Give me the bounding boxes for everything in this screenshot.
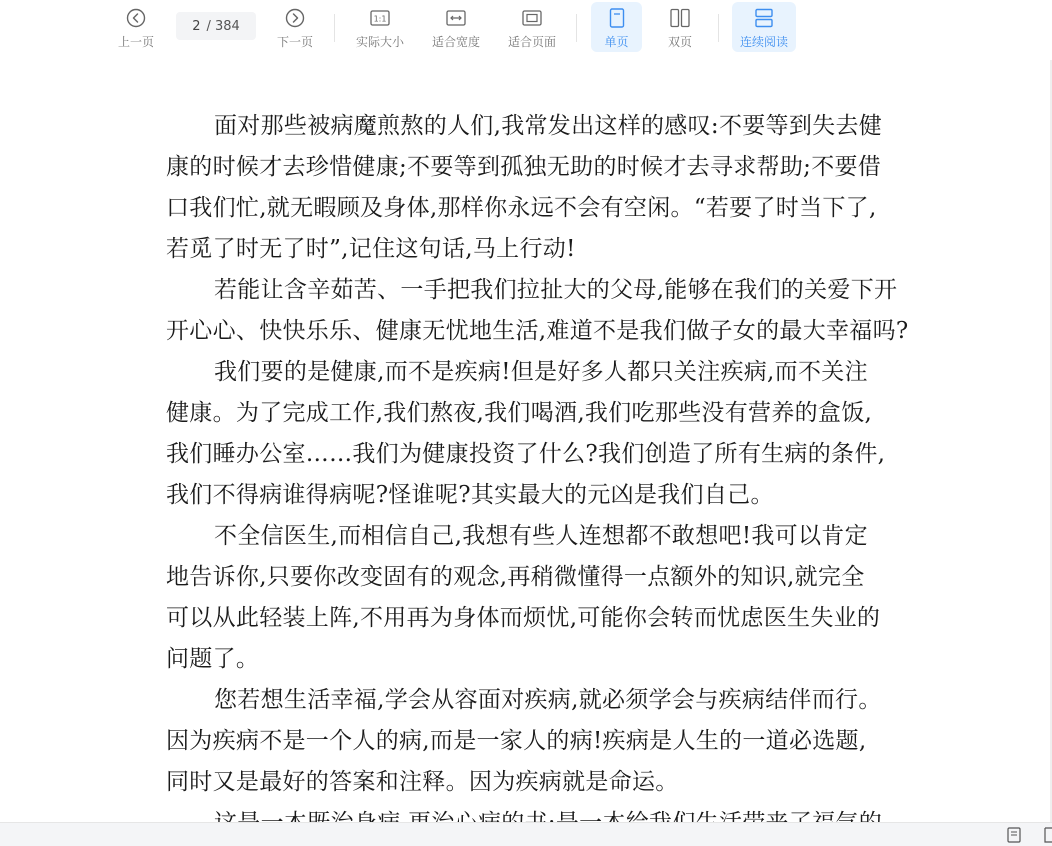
double-page-label: 双页 <box>667 35 692 49</box>
text-line: 开心心、快快乐乐、健康无忧地生活,难道不是我们做子女的最大幸福吗? <box>166 318 909 344</box>
page-indicator[interactable] <box>176 12 256 40</box>
text-line: 我们睡办公室……我们为健康投资了什么?我们创造了所有生病的条件, <box>166 441 886 467</box>
actual-size-button[interactable] <box>350 2 410 52</box>
text-line: 同时又是最好的答案和注释。因为疾病就是命运。 <box>166 769 679 795</box>
double-page-button[interactable] <box>656 2 704 52</box>
text-line: 问题了。 <box>166 646 260 672</box>
text-line: 可以从此轻装上阵,不用再为身体而烦忧,可能你会转而忧虑医生失业的 <box>166 605 881 631</box>
page-view-icon[interactable] <box>1006 827 1022 843</box>
single-page-label: 单页 <box>604 35 629 49</box>
page-text <box>166 106 930 844</box>
text-line: 口我们忙,就无暇顾及身体,那样你永远不会有空闲。“若要了时当下了, <box>166 195 877 221</box>
scroll-right-icon[interactable] <box>1044 827 1052 843</box>
text-line: 康的时候才去珍惜健康;不要等到孤独无助的时候才去寻求帮助;不要借 <box>166 154 882 180</box>
continuous-read-label: 连续阅读 <box>739 35 788 49</box>
text-line: 面对那些被病魔煎熬的人们,我常发出这样的感叹:不要等到失去健 <box>214 113 883 139</box>
fit-width-button[interactable] <box>426 2 486 52</box>
actual-size-icon <box>368 6 392 30</box>
single-page-icon <box>605 6 629 30</box>
toolbar-divider <box>718 14 719 42</box>
next-page-label: 下一页 <box>276 35 313 49</box>
continuous-read-icon <box>752 6 776 30</box>
document-viewport[interactable] <box>0 60 1052 822</box>
prev-page-button[interactable] <box>112 2 160 52</box>
fit-width-icon <box>444 6 468 30</box>
double-page-icon <box>668 6 692 30</box>
single-page-button[interactable] <box>591 2 642 52</box>
actual-size-icon-text: 1:1 <box>373 14 387 24</box>
actual-size-label: 实际大小 <box>355 35 404 49</box>
fit-page-label: 适合页面 <box>507 35 556 49</box>
text-line: 我们要的是健康,而不是疾病!但是好多人都只关注疾病,而不关注 <box>214 359 868 385</box>
chevron-left-circle-icon <box>124 6 148 30</box>
text-line: 因为疾病不是一个人的病,而是一家人的病!疾病是人生的一道必选题, <box>166 728 867 754</box>
toolbar-divider <box>576 14 577 42</box>
reader-toolbar <box>0 0 1052 60</box>
fit-page-icon <box>520 6 544 30</box>
continuous-read-button[interactable] <box>732 2 796 52</box>
text-line: 若能让含辛茹苦、一手把我们拉扯大的父母,能够在我们的关爱下开 <box>214 277 898 303</box>
next-page-button[interactable] <box>271 2 319 52</box>
text-line: 地告诉你,只要你改变固有的观念,再稍微懂得一点额外的知识,就完全 <box>166 564 865 590</box>
fit-width-label: 适合宽度 <box>431 35 480 49</box>
fit-page-button[interactable] <box>502 2 562 52</box>
chevron-right-circle-icon <box>283 6 307 30</box>
page-total: / 384 <box>206 18 240 34</box>
text-line: 若觅了时无了时”,记住这句话,马上行动! <box>166 236 576 262</box>
prev-page-label: 上一页 <box>117 35 154 49</box>
toolbar-divider <box>334 14 335 42</box>
status-bar <box>0 822 1052 846</box>
text-line: 健康。为了完成工作,我们熬夜,我们喝酒,我们吃那些没有营养的盒饭, <box>166 400 873 426</box>
text-line: 您若想生活幸福,学会从容面对疾病,就必须学会与疾病结伴而行。 <box>214 687 882 713</box>
text-line: 我们不得病谁得病呢?怪谁呢?其实最大的元凶是我们自己。 <box>166 482 774 508</box>
text-line: 不全信医生,而相信自己,我想有些人连想都不敢想吧!我可以肯定 <box>214 523 868 549</box>
page-current[interactable]: 2 <box>192 18 201 34</box>
